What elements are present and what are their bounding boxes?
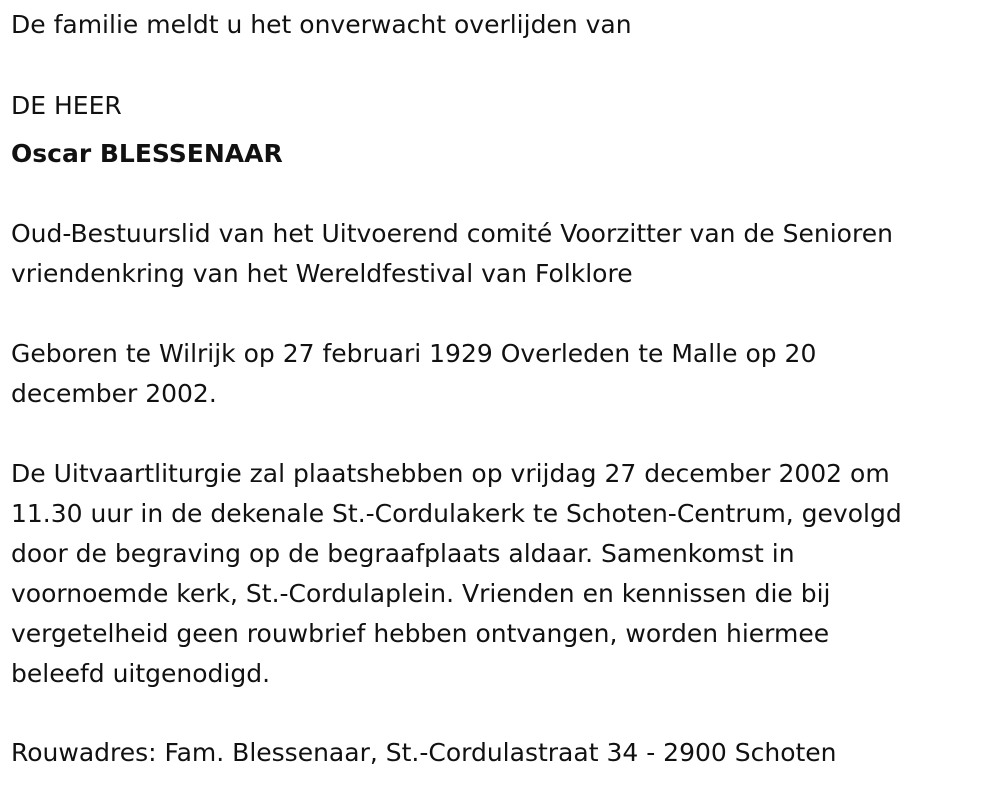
- role-line-1: Oud-Bestuurslid van het Uitvoerend comité Voorzitter van de Senioren: [11, 219, 893, 248]
- role-line-2: vriendenkring van het Wereldfestival van Folklore: [11, 259, 633, 288]
- mourning-address: Rouwadres: Fam. Blessenaar, St.-Cordulastraat 34 - 2900 Schoten: [11, 738, 837, 767]
- funeral-line-4: voornoemde kerk, St.-Cordulaplein. Vrienden en kennissen die bij: [11, 579, 831, 608]
- funeral-line-2: 11.30 uur in de dekenale St.-Cordulakerk te Schoten-Centrum, gevolgd: [11, 499, 902, 528]
- funeral-line-3: door de begraving op de begraafplaats aldaar. Samenkomst in: [11, 539, 795, 568]
- intro-text: De familie meldt u het onverwacht overlijden van: [11, 10, 632, 39]
- dates-line-1: Geboren te Wilrijk op 27 februari 1929 Overleden te Malle op 20: [11, 339, 817, 368]
- funeral-line-1: De Uitvaartliturgie zal plaatshebben op vrijdag 27 december 2002 om: [11, 459, 890, 488]
- title-text: DE HEER: [11, 91, 122, 120]
- dates-line-2: december 2002.: [11, 379, 217, 408]
- deceased-name: Oscar BLESSENAAR: [11, 139, 283, 168]
- funeral-line-6: beleefd uitgenodigd.: [11, 659, 271, 688]
- funeral-line-5: vergetelheid geen rouwbrief hebben ontvangen, worden hiermee: [11, 619, 830, 648]
